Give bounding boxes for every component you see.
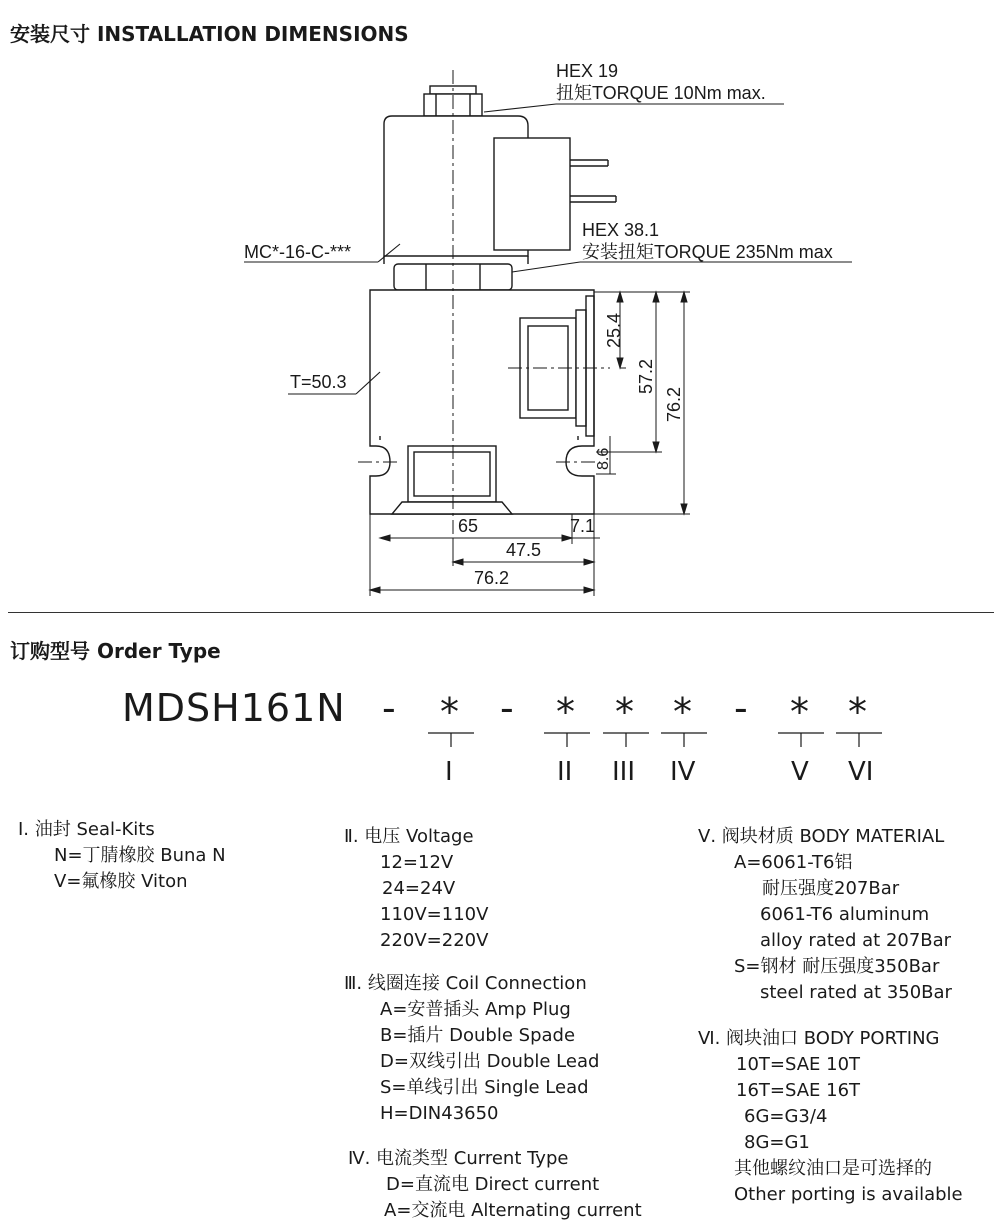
porting-item-10t: 10T=SAE 10T <box>736 1054 861 1075</box>
voltage-title: Ⅱ. 电压 Voltage <box>344 826 474 847</box>
order-title: 订购型号 Order Type <box>10 639 221 663</box>
roman-1: I <box>445 757 453 787</box>
position-markers <box>0 725 1000 755</box>
porting-item-other-cn: 其他螺纹油口是可选择的 <box>734 1158 932 1179</box>
material-item-a-rating: alloy rated at 207Bar <box>760 930 952 951</box>
roman-5: V <box>791 757 809 787</box>
dim-76-2-vertical: 76.2 <box>664 386 684 422</box>
star-4: * <box>673 690 692 734</box>
voltage-item-12: 12=12V <box>380 852 454 873</box>
coil-item-s: S=单线引出 Single Lead <box>380 1077 589 1098</box>
hex19-label: HEX 19 <box>556 61 619 81</box>
current-item-d: D=直流电 Direct current <box>386 1174 600 1195</box>
dash-1: - <box>382 686 396 730</box>
material-item-s: S=钢材 耐压强度350Bar <box>734 956 940 977</box>
coil-item-h: H=DIN43650 <box>380 1103 499 1124</box>
material-title: Ⅴ. 阀块材质 BODY MATERIAL <box>698 826 945 847</box>
current-item-a: A=交流电 Alternating current <box>384 1200 642 1221</box>
option-body-material <box>698 824 952 1006</box>
seal-title: Ⅰ. 油封 Seal-Kits <box>18 819 155 840</box>
hex38-label: HEX 38.1 <box>582 220 660 240</box>
option-coil-connection <box>344 971 599 1127</box>
star-5: * <box>790 690 809 734</box>
star-3: * <box>615 690 634 734</box>
part-code-label: MC*-16-C-*** <box>244 242 352 262</box>
dim-76-2-horizontal: 76.2 <box>474 568 510 588</box>
dim-7-1: 7.1 <box>570 516 596 536</box>
voltage-item-220: 220V=220V <box>380 930 489 951</box>
section-divider <box>8 612 994 613</box>
option-body-porting <box>698 1026 963 1208</box>
star-2: * <box>556 690 575 734</box>
material-item-a-en: 6061-T6 aluminum <box>760 904 930 925</box>
thickness-label: T=50.3 <box>290 372 347 392</box>
dim-25-4: 25.4 <box>604 312 624 348</box>
installation-drawing <box>0 0 1000 610</box>
dash-3: - <box>734 686 748 730</box>
material-item-a: A=6061-T6铝 <box>734 852 853 873</box>
dim-57-2: 57.2 <box>636 358 656 394</box>
dim-8-6: 8.6 <box>595 447 612 470</box>
seal-item-v: V=氟橡胶 Viton <box>54 871 188 892</box>
seal-item-n: N=丁腈橡胶 Buna N <box>54 845 226 866</box>
roman-2: II <box>557 757 573 787</box>
installation-title: 安装尺寸 INSTALLATION DIMENSIONS <box>10 22 409 46</box>
roman-6: VI <box>848 757 874 787</box>
star-6: * <box>848 690 867 734</box>
porting-item-8g: 8G=G1 <box>744 1132 810 1153</box>
option-current-type <box>348 1146 642 1224</box>
material-item-a-pressure: 耐压强度207Bar <box>762 878 900 899</box>
dim-65: 65 <box>458 516 479 536</box>
voltage-item-24: 24=24V <box>382 878 456 899</box>
material-item-s-rating: steel rated at 350Bar <box>760 982 952 1003</box>
dim-47-5: 47.5 <box>506 540 542 560</box>
coil-item-a: A=安普插头 Amp Plug <box>380 999 571 1020</box>
coil-title: Ⅲ. 线圈连接 Coil Connection <box>344 973 587 994</box>
option-voltage <box>344 824 488 954</box>
model-code: MDSH161N <box>122 686 346 730</box>
porting-title: Ⅵ. 阀块油口 BODY PORTING <box>698 1028 940 1049</box>
dash-2: - <box>500 686 514 730</box>
voltage-item-110: 110V=110V <box>380 904 489 925</box>
porting-item-6g: 6G=G3/4 <box>744 1106 828 1127</box>
coil-item-d: D=双线引出 Double Lead <box>380 1051 600 1072</box>
coil-item-b: B=插片 Double Spade <box>380 1025 576 1046</box>
current-title: Ⅳ. 电流类型 Current Type <box>348 1148 569 1169</box>
star-1: * <box>440 690 459 734</box>
porting-item-16t: 16T=SAE 16T <box>736 1080 861 1101</box>
porting-item-other-en: Other porting is available <box>734 1184 963 1205</box>
valve-body <box>370 290 594 514</box>
body-hex-nut <box>384 256 528 290</box>
hex38-torque-label: 安装扭矩TORQUE 235Nm max <box>582 242 833 262</box>
roman-4: IV <box>670 757 696 787</box>
roman-3: III <box>612 757 636 787</box>
hex19-torque-label: 扭矩TORQUE 10Nm max. <box>556 83 766 103</box>
option-seal-kits <box>18 817 226 895</box>
